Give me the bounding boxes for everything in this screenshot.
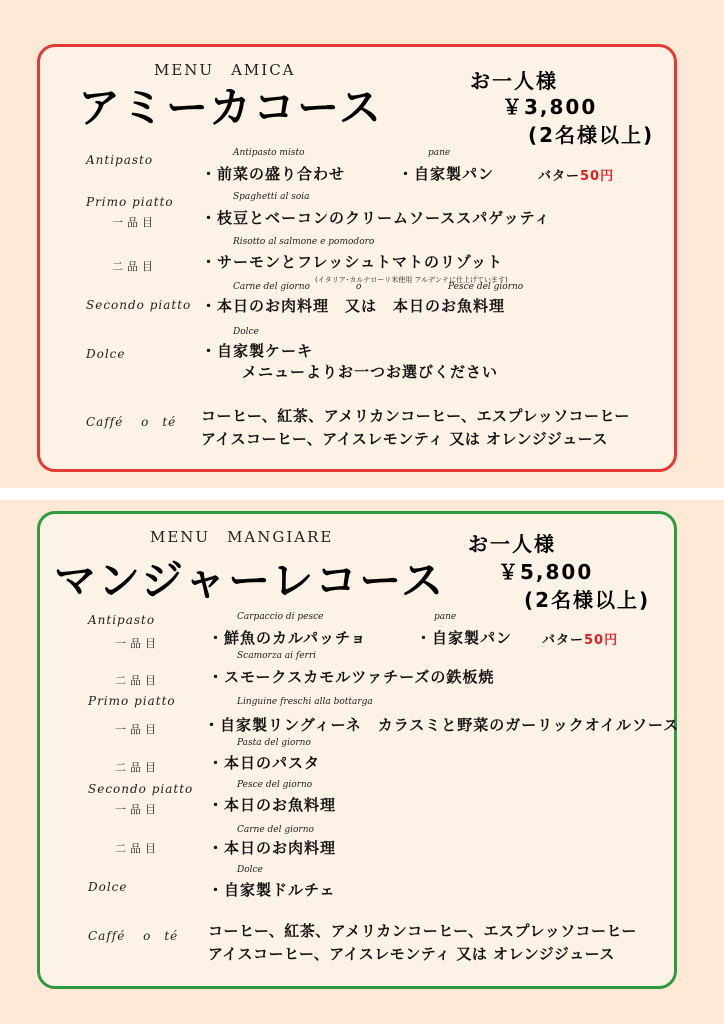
amica-first-dish: ・枝豆とベーコンのクリームソーススパゲッティ	[201, 209, 551, 227]
mangiare-secondo-first-rank: 一品目	[115, 803, 160, 816]
mangiare-antipasto-label: Antipasto	[88, 613, 156, 627]
mangiare-primo-second-rank: 二品目	[115, 761, 160, 774]
amica-or-subtitle: o	[356, 282, 362, 292]
amica-course-card	[37, 44, 677, 472]
amica-pane-subtitle: pane	[428, 148, 451, 158]
mangiare-menu-heading: MENU MANGIARE	[150, 528, 334, 546]
amica-butter-text: バター	[538, 169, 581, 184]
amica-dolce-dish: ・自家製ケーキ	[201, 342, 314, 360]
amica-dolce-subtitle: Dolce	[233, 327, 259, 337]
mangiare-primo-label: Primo piatto	[88, 694, 176, 708]
mangiare-drinks-line-1: コーヒー、紅茶、アメリカンコーヒー、エスプレッソコーヒー	[208, 922, 637, 940]
amica-first-subtitle: Spaghetti al soia	[233, 192, 310, 202]
mangiare-price-per-person: お一人様	[468, 532, 556, 556]
mangiare-caffe-label: Caffé o té	[88, 929, 179, 943]
amica-drinks-line-1: コーヒー、紅茶、アメリカンコーヒー、エスプレッソコーヒー	[201, 407, 630, 425]
amica-second-subtitle: Risotto al salmone e pomodoro	[233, 237, 375, 247]
amica-secondo-dish: ・本日のお肉料理 又は 本日のお魚料理	[201, 297, 506, 315]
mangiare-primo-first-rank: 一品目	[115, 723, 160, 736]
amica-course-title: アミーカコース	[78, 83, 384, 132]
amica-minimum-people: (2名様以上)	[528, 123, 655, 147]
amica-pane-dish: ・自家製パン	[398, 165, 495, 183]
mangiare-butter-text: バター	[542, 633, 585, 648]
amica-dolce-label: Dolce	[86, 347, 126, 361]
mangiare-linguine-dish: ・自家製リングィーネ カラスミと野菜のガーリックオイルソース	[204, 716, 680, 734]
mangiare-pasta-subtitle: Pasta del giorno	[237, 738, 311, 748]
mangiare-scamorza-dish: ・スモークスカモルツァチーズの鉄板焼	[208, 668, 495, 686]
mangiare-secondo-label: Secondo piatto	[88, 782, 194, 796]
amica-primo-label: Primo piatto	[86, 195, 174, 209]
mangiare-dolce-dish: ・自家製ドルチェ	[208, 881, 336, 899]
mangiare-butter-label	[542, 629, 618, 648]
amica-pesce-subtitle: Pesce del giorno	[448, 282, 524, 292]
mangiare-pesce-dish: ・本日のお魚料理	[208, 796, 337, 814]
mangiare-butter-price: 50円	[584, 633, 619, 648]
amica-price-per-person: お一人様	[470, 69, 558, 93]
amica-secondo-label: Secondo piatto	[86, 298, 192, 312]
amica-price: ￥3,800	[502, 95, 598, 119]
amica-butter-price: 50円	[580, 169, 615, 184]
mangiare-pane-dish: ・自家製パン	[416, 629, 513, 647]
mangiare-minimum-people: (2名様以上)	[524, 588, 651, 612]
mangiare-dolce-label: Dolce	[88, 880, 128, 894]
mangiare-carne-subtitle: Carne del giorno	[237, 825, 314, 835]
mangiare-carpaccio-dish: ・鮮魚のカルパッチョ	[208, 629, 367, 647]
mangiare-linguine-subtitle: Linguine freschi alla bottarga	[237, 697, 373, 707]
mangiare-secondo-second-rank: 二品目	[115, 842, 160, 855]
mangiare-first-rank: 一品目	[115, 637, 160, 650]
mangiare-drinks-line-2: アイスコーヒー、アイスレモンティ 又は オレンジジュース	[208, 945, 615, 963]
mangiare-course-card	[37, 511, 680, 989]
amica-rice-note: (イタリア･カルナローリ米使用 アルデンテに仕上げています)	[315, 276, 508, 284]
mangiare-pasta-dish: ・本日のパスタ	[208, 754, 321, 772]
amica-second-rank: 二品目	[112, 260, 157, 273]
mangiare-pane-subtitle: pane	[434, 612, 457, 622]
mangiare-carne-dish: ・本日のお肉料理	[208, 839, 337, 857]
amica-second-dish: ・サーモンとフレッシュトマトのリゾット	[201, 253, 504, 271]
page-divider	[0, 488, 724, 500]
amica-first-rank: 一品目	[112, 216, 157, 229]
amica-antipasto-subtitle: Antipasto misto	[233, 148, 305, 158]
mangiare-price: ￥5,800	[498, 560, 594, 584]
amica-antipasto-dish: ・前菜の盛り合わせ	[201, 165, 346, 183]
mangiare-course-title: マンジャーレコース	[54, 556, 446, 605]
amica-drinks-line-2: アイスコーヒー、アイスレモンティ 又は オレンジジュース	[201, 430, 608, 448]
amica-butter-label	[538, 165, 614, 184]
mangiare-pesce-subtitle: Pesce del giorno	[237, 780, 313, 790]
mangiare-dolce-subtitle: Dolce	[237, 865, 263, 875]
mangiare-second-rank: 二品目	[115, 674, 160, 687]
amica-menu-heading: MENU AMICA	[154, 61, 296, 79]
amica-dolce-note: メニューよりお一つお選びください	[242, 363, 499, 381]
mangiare-carpaccio-subtitle: Carpaccio di pesce	[237, 612, 324, 622]
amica-carne-subtitle: Carne del giorno	[233, 282, 310, 292]
amica-antipasto-label: Antipasto	[86, 153, 154, 167]
amica-caffe-label: Caffé o té	[86, 415, 177, 429]
mangiare-scamorza-subtitle: Scamorza ai ferri	[237, 651, 317, 661]
